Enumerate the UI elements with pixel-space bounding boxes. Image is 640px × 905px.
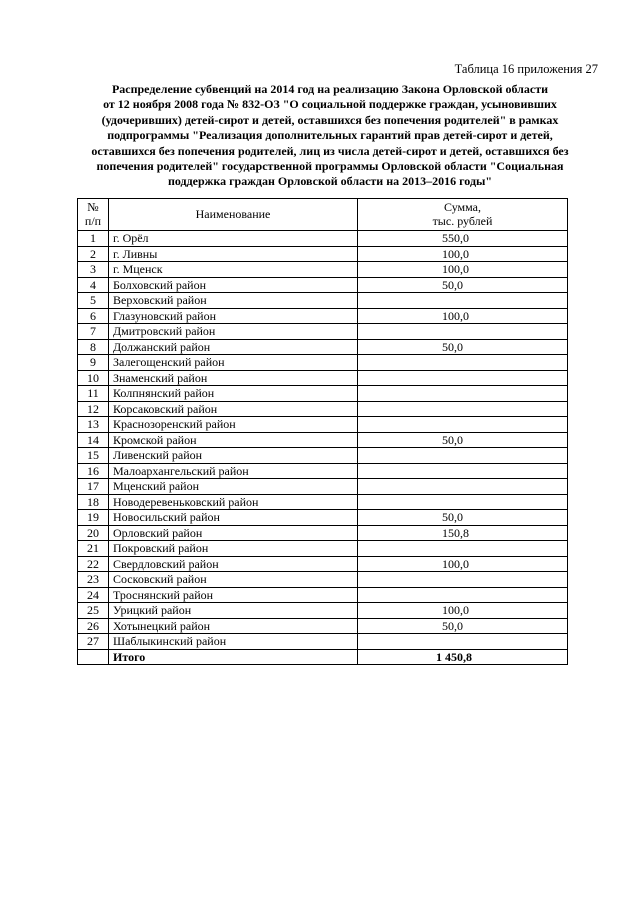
table-row	[78, 525, 568, 541]
row-sum: 100,0	[358, 308, 568, 324]
row-sum	[358, 479, 568, 495]
row-name: Шаблыкинский район	[109, 634, 358, 650]
row-name: Корсаковский район	[109, 401, 358, 417]
table-row	[78, 603, 568, 619]
row-number: 23	[78, 572, 109, 588]
row-name: Колпнянский район	[109, 386, 358, 402]
total-row	[78, 649, 568, 665]
row-number: 2	[78, 246, 109, 262]
table-row	[78, 510, 568, 526]
row-sum: 50,0	[358, 339, 568, 355]
row-number: 3	[78, 262, 109, 278]
row-name: Новодеревеньковский район	[109, 494, 358, 510]
title-line: поддержка граждан Орловской области на 2013–2016 годы"	[167, 174, 493, 189]
row-sum	[358, 417, 568, 433]
row-name: Ливенский район	[109, 448, 358, 464]
table-row	[78, 324, 568, 340]
document-title	[60, 82, 600, 190]
table-row	[78, 556, 568, 572]
row-name: г. Ливны	[109, 246, 358, 262]
row-number: 7	[78, 324, 109, 340]
row-name: Кромской район	[109, 432, 358, 448]
row-name: Троснянский район	[109, 587, 358, 603]
row-sum: 550,0	[358, 231, 568, 247]
row-sum	[358, 370, 568, 386]
row-sum	[358, 293, 568, 309]
table-row	[78, 339, 568, 355]
table-body	[78, 231, 568, 665]
table-row	[78, 463, 568, 479]
row-name: Урицкий район	[109, 603, 358, 619]
row-sum	[358, 386, 568, 402]
subsidies-table	[77, 198, 568, 665]
total-number	[78, 649, 109, 665]
row-number: 4	[78, 277, 109, 293]
total-label: Итого	[109, 649, 358, 665]
row-sum: 100,0	[358, 262, 568, 278]
row-sum	[358, 494, 568, 510]
row-sum: 100,0	[358, 603, 568, 619]
row-number: 25	[78, 603, 109, 619]
row-name: Покровский район	[109, 541, 358, 557]
table-row	[78, 417, 568, 433]
row-number: 26	[78, 618, 109, 634]
row-name: Мценский район	[109, 479, 358, 495]
row-name: Глазуновский район	[109, 308, 358, 324]
table-row	[78, 370, 568, 386]
column-header-number-line2: п/п	[84, 213, 102, 228]
table-row	[78, 541, 568, 557]
row-number: 15	[78, 448, 109, 464]
column-header-sum-line1: Сумма,	[444, 200, 481, 214]
row-number: 1	[78, 231, 109, 247]
column-header-number-line1: №	[87, 200, 99, 214]
row-name: Дмитровский район	[109, 324, 358, 340]
row-number: 17	[78, 479, 109, 495]
table-row	[78, 479, 568, 495]
table-row	[78, 634, 568, 650]
table-row	[78, 618, 568, 634]
row-sum	[358, 355, 568, 371]
row-sum	[358, 541, 568, 557]
table-row	[78, 448, 568, 464]
title-line: Распределение субвенций на 2014 год на реализацию Закона Орловской области	[111, 82, 549, 96]
row-name: Краснозоренский район	[109, 417, 358, 433]
row-sum: 50,0	[358, 510, 568, 526]
row-sum	[358, 324, 568, 340]
table-row	[78, 587, 568, 603]
table-row	[78, 355, 568, 371]
table-row	[78, 401, 568, 417]
row-sum: 100,0	[358, 556, 568, 572]
table-row	[78, 277, 568, 293]
row-number: 21	[78, 541, 109, 557]
row-number: 6	[78, 308, 109, 324]
row-number: 24	[78, 587, 109, 603]
row-sum	[358, 448, 568, 464]
row-number: 5	[78, 293, 109, 309]
table-row	[78, 308, 568, 324]
row-number: 27	[78, 634, 109, 650]
row-number: 9	[78, 355, 109, 371]
row-name: Свердловский район	[109, 556, 358, 572]
table-header-row	[78, 199, 568, 231]
table-row	[78, 432, 568, 448]
title-line: попечения родителей" государственной программы Орловской области "Социальная	[96, 159, 564, 174]
row-sum: 50,0	[358, 432, 568, 448]
row-name: г. Мценск	[109, 262, 358, 278]
row-sum: 50,0	[358, 618, 568, 634]
row-name: Верховский район	[109, 293, 358, 309]
row-name: Знаменский район	[109, 370, 358, 386]
column-header-sum-line2: тыс. рублей	[432, 213, 493, 228]
table-row	[78, 293, 568, 309]
table-row	[78, 494, 568, 510]
row-number: 22	[78, 556, 109, 572]
row-name: Болховский район	[109, 277, 358, 293]
title-line: от 12 ноября 2008 года № 832-ОЗ "О социальной поддержке граждан, усыновивших	[103, 97, 557, 112]
column-header-number	[78, 199, 109, 231]
row-sum: 50,0	[358, 277, 568, 293]
table-row	[78, 262, 568, 278]
row-name: Залегощенский район	[109, 355, 358, 371]
row-sum	[358, 401, 568, 417]
row-number: 14	[78, 432, 109, 448]
row-sum	[358, 463, 568, 479]
title-line: оставшихся без попечения родителей, лиц из числа детей-сирот и детей, оставшихся без	[91, 143, 569, 158]
row-number: 16	[78, 463, 109, 479]
row-sum: 150,8	[358, 525, 568, 541]
row-sum	[358, 587, 568, 603]
row-number: 18	[78, 494, 109, 510]
row-number: 8	[78, 339, 109, 355]
title-line: (удочеривших) детей-сирот и детей, оставшихся без попечения родителей" в рамках	[101, 112, 559, 127]
table-row	[78, 386, 568, 402]
row-name: Орловский район	[109, 525, 358, 541]
title-line: подпрограммы "Реализация дополнительных гарантий прав детей-сирот и детей,	[107, 128, 553, 143]
row-name: Сосковский район	[109, 572, 358, 588]
row-number: 12	[78, 401, 109, 417]
row-number: 13	[78, 417, 109, 433]
row-name: Хотынецкий район	[109, 618, 358, 634]
row-number: 10	[78, 370, 109, 386]
row-name: Должанский район	[109, 339, 358, 355]
table-reference: Таблица 16 приложения 27	[454, 62, 598, 76]
row-name: Малоархангельский район	[109, 463, 358, 479]
column-header-name: Наименование	[109, 199, 358, 231]
row-number: 19	[78, 510, 109, 526]
total-sum: 1 450,8	[358, 649, 568, 665]
row-sum	[358, 634, 568, 650]
row-sum: 100,0	[358, 246, 568, 262]
table-row	[78, 246, 568, 262]
row-name: г. Орёл	[109, 231, 358, 247]
row-name: Новосильский район	[109, 510, 358, 526]
table-row	[78, 572, 568, 588]
row-number: 20	[78, 525, 109, 541]
table-row	[78, 231, 568, 247]
row-sum	[358, 572, 568, 588]
row-number: 11	[78, 386, 109, 402]
column-header-sum	[358, 199, 568, 231]
